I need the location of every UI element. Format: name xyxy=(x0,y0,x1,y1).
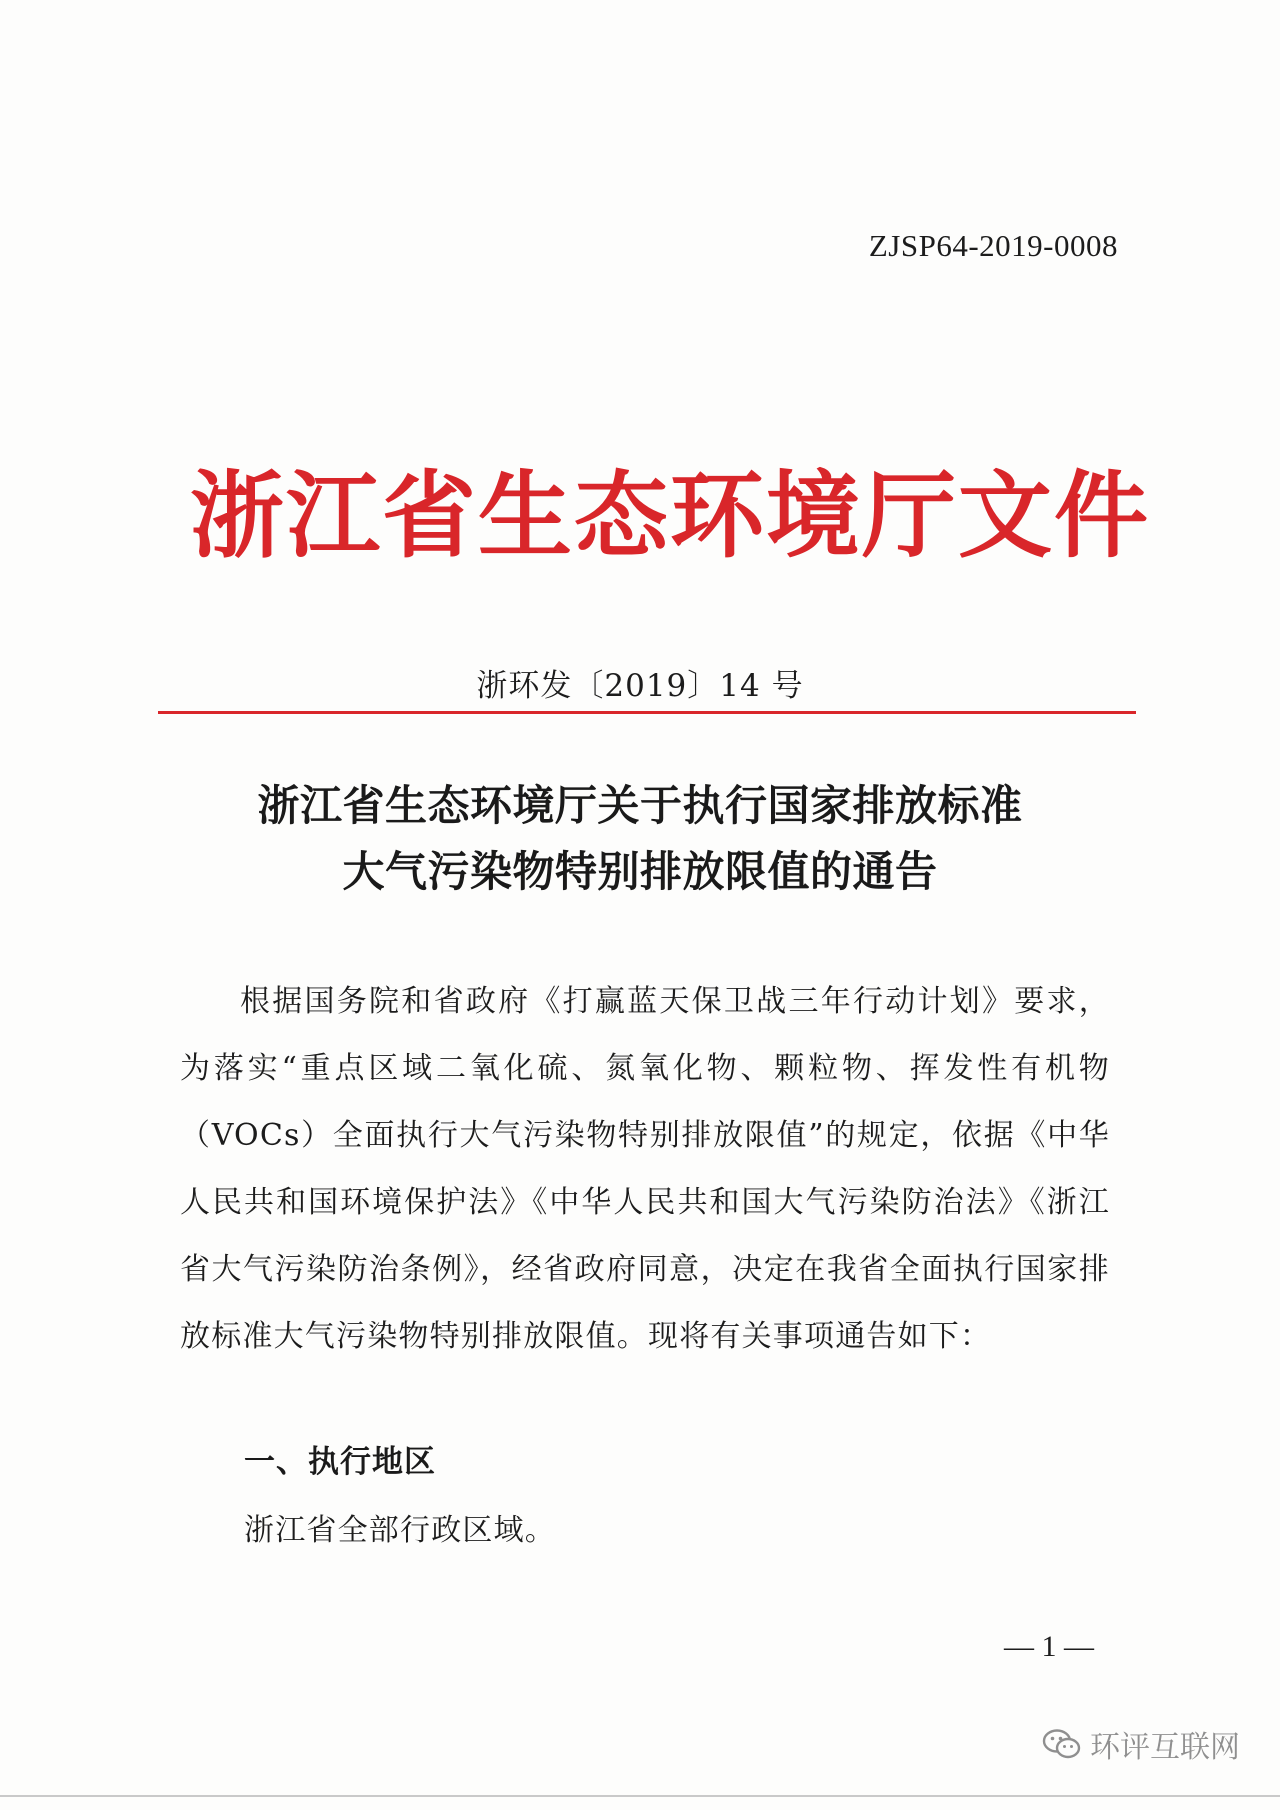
document-code: ZJSP64-2019-0008 xyxy=(868,228,1118,263)
body-paragraph: 根据国务院和省政府《打赢蓝天保卫战三年行动计划》要求，为落实“重点区域二氧化硫、氮氧化物、颗粒物、挥发性有机物（VOCs）全面执行大气污染物特别排放限值”的规定，依据《中华人民共和国环境保护法》《中华人民共和国大气污染防治法》《浙江省大气污染防治条例》，经省政府同意，决定在我省全面执行国家排放标准大气污染物特别排放限值。现将有关事项通告如下： xyxy=(180,984,1110,1354)
wechat-icon xyxy=(1042,1728,1082,1760)
title-line-1: 浙江省生态环境厅关于执行国家排放标准 xyxy=(257,781,1023,830)
section-heading: 一、执行地区 xyxy=(244,1444,436,1480)
masthead-title: 浙江省生态环境厅文件 xyxy=(190,461,1151,571)
body-text xyxy=(180,968,1110,1370)
title-line-2: 大气污染物特别排放限值的通告 xyxy=(342,847,938,896)
watermark-text: 环评互联网 xyxy=(1090,1730,1240,1765)
red-divider-line xyxy=(158,711,1136,714)
document-title xyxy=(0,773,1280,905)
watermark xyxy=(1042,1722,1240,1766)
bottom-border xyxy=(0,1795,1280,1797)
issue-number: 浙环发〔2019〕14 号 xyxy=(476,668,804,704)
page-number: — 1 — xyxy=(1004,1630,1094,1663)
section-content: 浙江省全部行政区域。 xyxy=(244,1513,556,1548)
